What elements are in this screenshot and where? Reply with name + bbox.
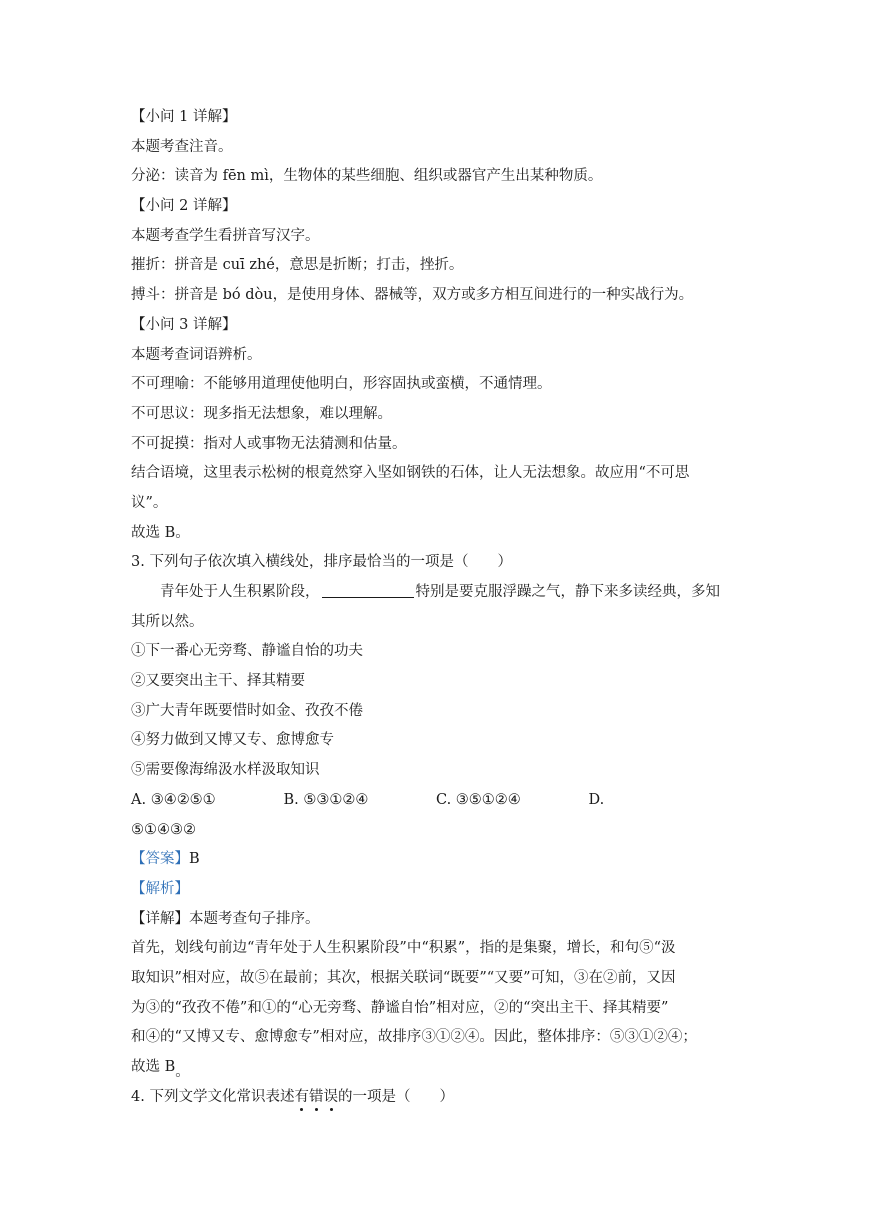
explanation-line — [131, 1053, 741, 1083]
option-d-value: ⑤①④③② — [131, 821, 196, 838]
question-4-stem — [131, 1083, 741, 1113]
text-line: 故选 B。 — [131, 524, 190, 541]
option-c: C. ③⑤①②④ — [436, 791, 521, 808]
explanation-line: 首先，划线句前边“青年处于人生积累阶段”中“积累”，指的是集聚，增长，和句⑤“汲 — [131, 940, 676, 957]
text-line: 本题考查词语辨析。 — [131, 346, 262, 363]
sentence-item-4: ④努力做到又博又专、愈博愈专 — [131, 732, 334, 749]
option-a: A. ③④②⑤① — [131, 791, 216, 808]
document-content — [131, 103, 741, 1112]
text-line: 不可理喻：不能够用道理使他明白，形容固执或蛮横，不通情理。 — [131, 376, 552, 393]
question-3-stem: 3. 下列句子依次填入横线处，排序最恰当的一项是（ ） — [131, 554, 512, 571]
fill-blank — [322, 581, 414, 598]
question-3-passage-cont: 其所以然。 — [131, 613, 204, 630]
emphasis-words: 有错误 — [294, 1088, 338, 1105]
detail-line: 【详解】本题考查句子排序。 — [131, 910, 320, 927]
emphasis-dot — [330, 1108, 333, 1111]
text-line: 本题考查注音。 — [131, 138, 233, 155]
passage-text: 特别是要克服浮躁之气，静下来多读经典，多知 — [415, 584, 720, 600]
explanation-line: 取知识”相对应，故⑤在最前；其次，根据关联词“既要”“又要”可知，③在②前，又因 — [131, 969, 676, 986]
emphasis-text — [294, 1089, 338, 1105]
option-d: D. — [588, 791, 605, 808]
passage-text: 青年处于人生积累阶段， — [160, 584, 320, 600]
sentence-item-5: ⑤需要像海绵汲水样汲取知识 — [131, 762, 320, 779]
answer-options — [131, 786, 741, 816]
conclusion-text: 故选 B — [131, 1059, 176, 1075]
analysis-label: 【解析】 — [131, 880, 189, 897]
question-3-passage — [131, 578, 741, 608]
sentence-item-2: ②又要突出主干、择其精要 — [131, 673, 305, 690]
text-line: 本题考查学生看拼音写汉字。 — [131, 227, 320, 244]
explanation-line: 为③的“孜孜不倦”和①的“心无旁骛、静谧自怡”相对应，②的“突出主干、择其精要” — [131, 999, 669, 1016]
stem-text: 4. 下列文学文化常识表述 — [131, 1088, 295, 1105]
text-line: 议”。 — [131, 494, 168, 511]
text-line: 结合语境，这里表示松树的根竟然穿入坚如钢铁的石体，让人无法想象。故应用“不可思 — [131, 465, 690, 482]
text-line: 分泌：读音为 fēn mì，生物体的某些细胞、组织或器官产生出某种物质。 — [131, 168, 603, 185]
section-title-q3: 【小问 3 详解】 — [131, 316, 237, 333]
answer-label: 【答案】 — [131, 851, 189, 868]
emphasis-dot — [300, 1108, 303, 1111]
answer-line — [131, 845, 741, 875]
text-line: 不可思议：现多指无法想象，难以理解。 — [131, 405, 392, 422]
text-line: 不可捉摸：指对人或事物无法猜测和估量。 — [131, 435, 407, 452]
stem-text: 的一项是（ ） — [337, 1088, 454, 1105]
emphasis-dot — [315, 1108, 318, 1111]
answer-value: B — [189, 851, 200, 868]
period-mark: 。 — [175, 1064, 190, 1080]
option-b: B. ⑤③①②④ — [283, 791, 369, 808]
explanation-line: 和④的“又博又专、愈博愈专”相对应，故排序③①②④。因此，整体排序：⑤③①②④； — [131, 1029, 697, 1046]
section-title-q2: 【小问 2 详解】 — [131, 198, 237, 215]
sentence-item-1: ①下一番心无旁骛、静谧自怡的功夫 — [131, 643, 363, 660]
sentence-item-3: ③广大青年既要惜时如金、孜孜不倦 — [131, 702, 363, 719]
section-title-q1: 【小问 1 详解】 — [131, 109, 237, 125]
text-line: 摧折：拼音是 cuī zhé，意思是折断；打击，挫折。 — [131, 257, 464, 274]
text-line: 搏斗：拼音是 bó dòu，是使用身体、器械等，双方或多方相互间进行的一种实战行为。 — [131, 287, 694, 304]
